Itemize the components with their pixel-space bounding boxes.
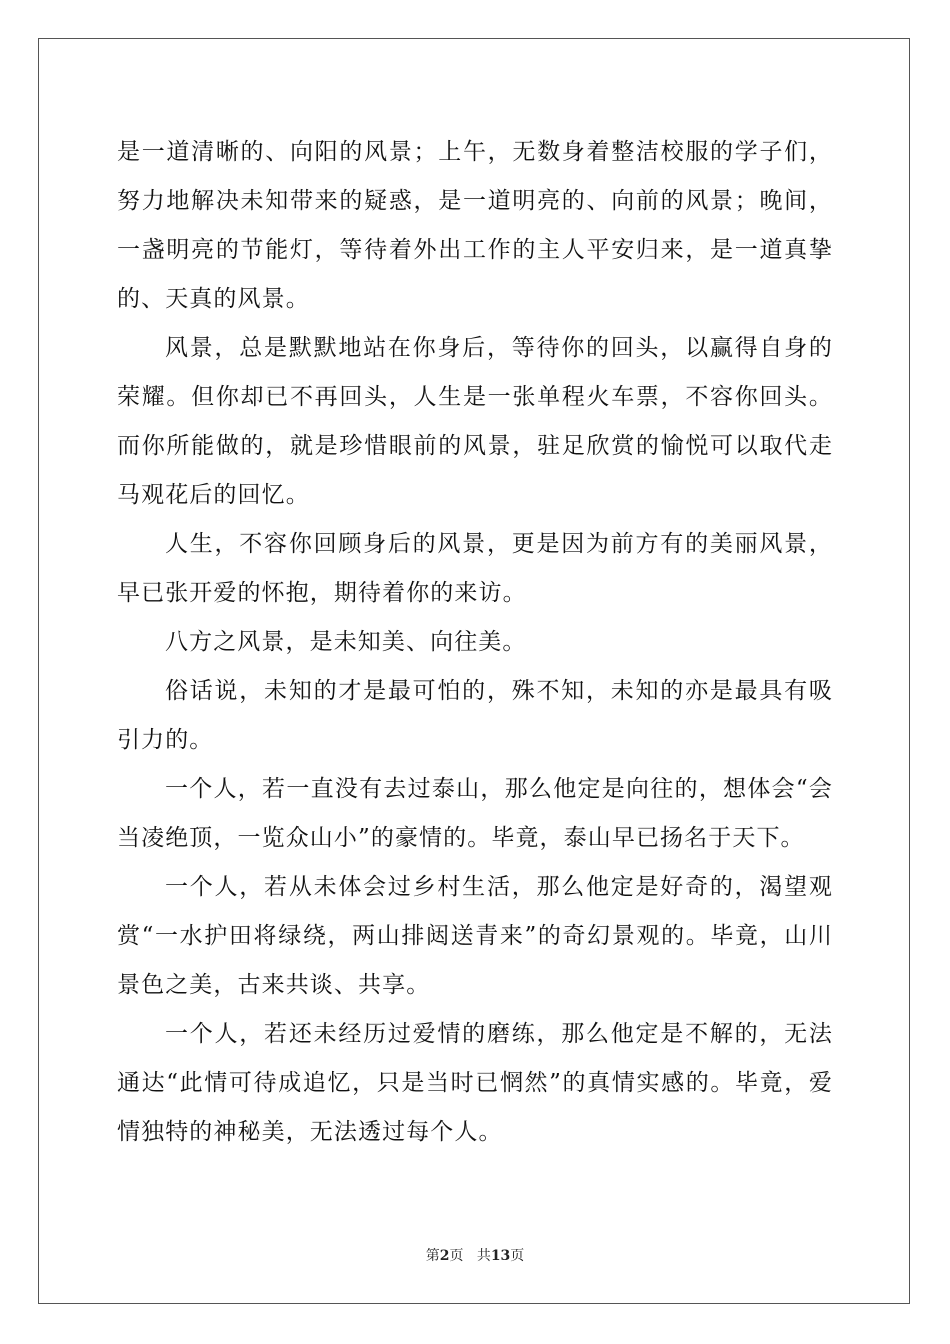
page-suffix: 页 [449,1248,464,1264]
page-prefix: 第 [425,1248,440,1264]
paragraph-5: 俗话说，未知的才是最可怕的，殊不知，未知的亦是最具有吸引力的。 [117,678,833,753]
paragraph-1: 是一道清晰的、向阳的风景；上午，无数身着整洁校服的学子们，努力地解决未知带来的疑惑，是一道明亮的、向前的风景；晚间，一盏明亮的节能灯，等待着外出工作的主人平安归来，是一道真挚的、天真的风景。 [117,139,833,312]
page-footer [0,1247,950,1265]
total-pages: 13 [490,1248,511,1264]
document-body [117,128,833,1157]
paragraph-4: 八方之风景，是未知美、向往美。 [165,629,527,655]
paragraph-6: 一个人，若一直没有去过泰山，那么他定是向往的，想体会“会当凌绝顶，一览众山小”的豪情的。毕竟，泰山早已扬名于天下。 [117,776,833,851]
paragraph-3: 人生，不容你回顾身后的风景，更是因为前方有的美丽风景，早已张开爱的怀抱，期待着你的来访。 [117,531,833,606]
paragraph-2: 风景，总是默默地站在你身后，等待你的回头，以赢得自身的荣耀。但你却已不再回头，人生是一张单程火车票，不容你回头。而你所能做的，就是珍惜眼前的风景，驻足欣赏的愉悦可以取代走马观花后的回忆。 [117,335,833,508]
paragraph-8: 一个人，若还未经历过爱情的磨练，那么他定是不解的，无法通达“此情可待成追忆，只是当时已惘然”的真情实感的。毕竟，爱情独特的神秘美，无法透过每个人。 [117,1021,833,1145]
page-number: 2 [439,1248,450,1264]
total-prefix: 共 [476,1248,491,1264]
total-suffix: 页 [510,1248,525,1264]
paragraph-7: 一个人，若从未体会过乡村生活，那么他定是好奇的，渴望观赏“一水护田将绿绕，两山排闼送青来”的奇幻景观的。毕竟，山川景色之美，古来共谈、共享。 [117,874,833,998]
